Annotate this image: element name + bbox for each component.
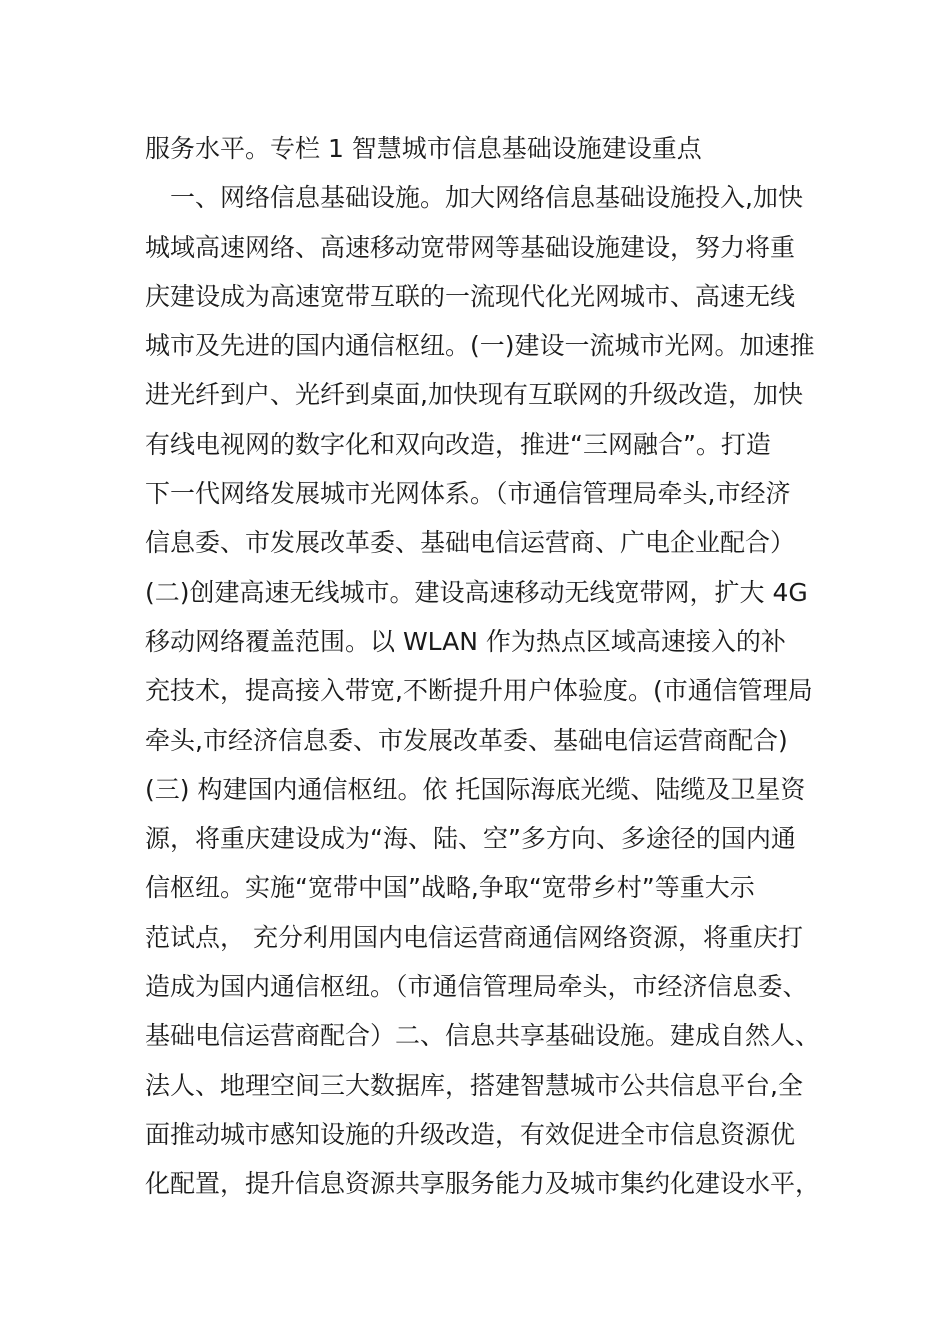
text-line: 范试点， 充分利用国内电信运营商通信网络资源，将重庆打 xyxy=(145,922,803,952)
text-line: (三) 构建国内通信枢纽。依 托国际海底光缆、陆缆及卫星资 xyxy=(145,774,806,804)
text-line: 面推动城市感知设施的升级改造，有效促进全市信息资源优 xyxy=(145,1119,796,1149)
text-line: 有线电视网的数字化和双向改造，推进“三网融合”。打造 xyxy=(145,429,771,459)
text-line: 信枢纽。实施“宽带中国”战略,争取“宽带乡村”等重大示 xyxy=(145,873,755,903)
text-line: 源，将重庆建设成为“海、陆、空”多方向、多途径的国内通 xyxy=(145,824,796,854)
text-line: 基础电信运营商配合）二、信息共享基础设施。建成自然人、 xyxy=(145,1021,821,1051)
text-line: 法人、地理空间三大数据库，搭建智慧城市公共信息平台,全 xyxy=(145,1070,803,1100)
text-line: 下一代网络发展城市光网体系。（市通信管理局牵头,市经济 xyxy=(145,479,791,509)
text-line: 一、网络信息基础设施。加大网络信息基础设施投入,加快 xyxy=(145,183,803,213)
text-line: 城市及先进的国内通信枢纽。(一)建设一流城市光网。加速推 xyxy=(145,331,815,361)
text-line: 移动网络覆盖范围。以 WLAN 作为热点区域高速接入的补 xyxy=(145,626,786,656)
text-line: (二)创建高速无线城市。建设高速移动无线宽带网，扩大 4G xyxy=(145,577,808,607)
text-line: 充技术，提高接入带宽,不断提升用户体验度。(市通信管理局 xyxy=(145,676,813,706)
text-line: 服务水平。专栏 1 智慧城市信息基础设施建设重点 xyxy=(145,134,702,163)
text-line: 进光纤到户、光纤到桌面,加快现有互联网的升级改造，加快 xyxy=(145,380,803,410)
text-line: 庆建设成为高速宽带互联的一流现代化光网城市、高速无线 xyxy=(145,281,796,311)
body-text xyxy=(145,124,825,1209)
text-line: 牵头,市经济信息委、市发展改革委、基础电信运营商配合) xyxy=(145,725,788,755)
text-line: 城域高速网络、高速移动宽带网等基础设施建设，努力将重 xyxy=(145,232,796,262)
text-line: 造成为国内通信枢纽。（市通信管理局牵头，市经济信息委、 xyxy=(145,972,808,1002)
text-line: 信息委、市发展改革委、基础电信运营商、广电企业配合） xyxy=(145,528,796,558)
text-line: 化配置，提升信息资源共享服务能力及城市集约化建设水平， xyxy=(145,1169,821,1199)
